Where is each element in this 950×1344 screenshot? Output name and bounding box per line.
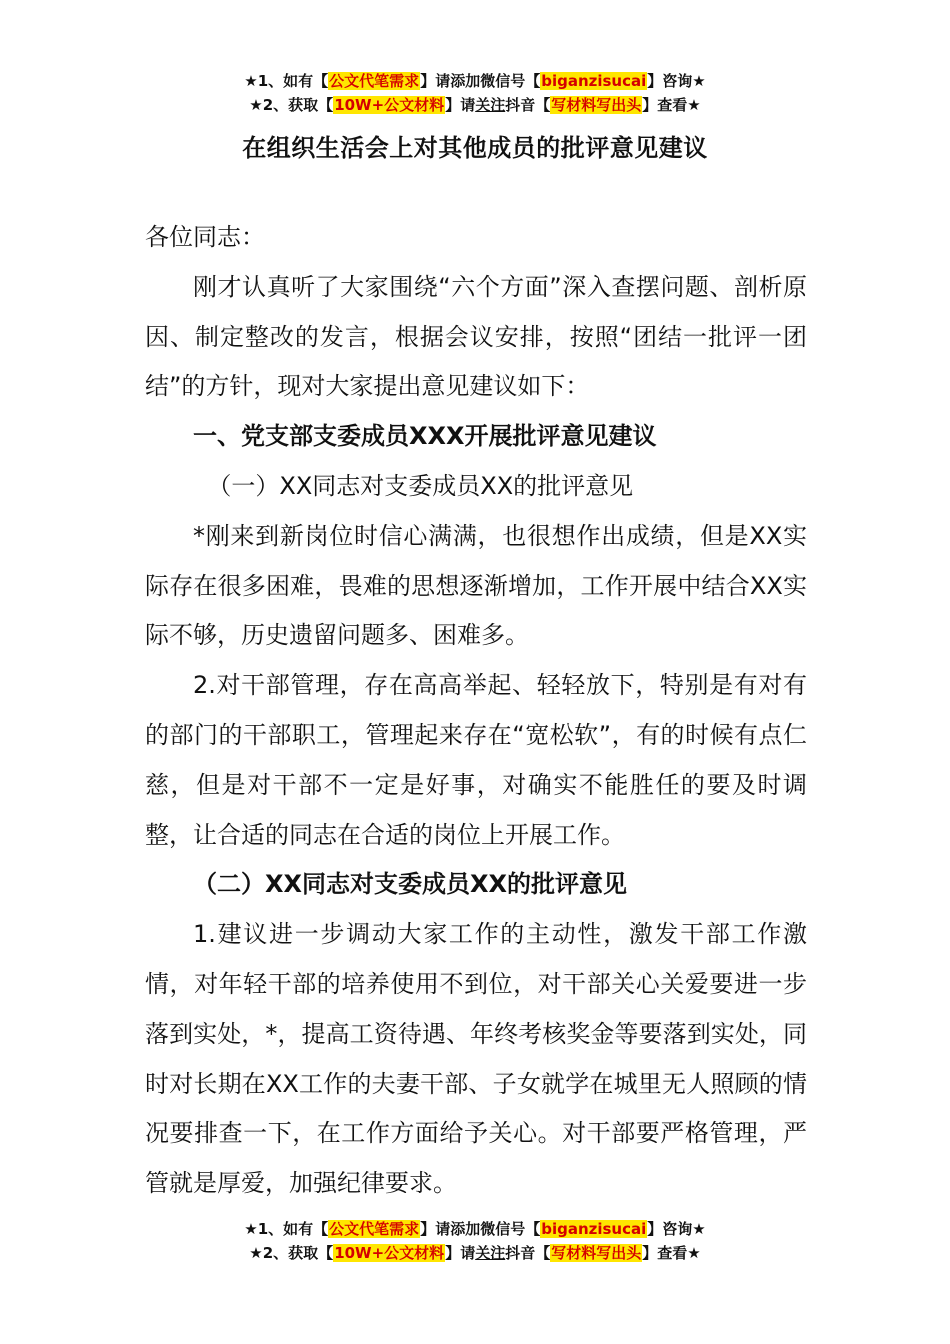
highlight-douyin-account: 写材料写出头	[551, 96, 642, 114]
promo-line-1: ★1、如有【公文代笔需求】请添加微信号【biganzisucai】咨询★	[244, 72, 706, 90]
highlight-douyin-account: 写材料写出头	[551, 1244, 642, 1262]
promo-line-2: ★2、获取【10W+公文材料】请关注抖音【写材料写出头】查看★	[249, 1244, 701, 1262]
underlined-follow: 关注	[475, 96, 506, 114]
highlight-service: 公文代笔需求	[329, 72, 420, 90]
promo-line-1: ★1、如有【公文代笔需求】请添加微信号【biganzisucai】咨询★	[244, 1220, 706, 1238]
document-title: 在组织生活会上对其他成员的批评意见建议	[242, 134, 708, 162]
promo-banner-top	[0, 70, 950, 118]
promo-banner-bottom	[0, 1218, 950, 1266]
promo-line-2: ★2、获取【10W+公文材料】请关注抖音【写材料写出头】查看★	[249, 96, 701, 114]
subsection-heading: （一）XX同志对支委成员XX的批评意见	[207, 471, 634, 500]
highlight-materials: 10W+公文材料	[334, 1244, 445, 1262]
highlight-service: 公文代笔需求	[329, 1220, 420, 1238]
paragraph: 2.对干部管理，存在高高举起、轻轻放下，特别是有对有的部门的干部职工，管理起来存在“宽松软”，有的时候有点仁慈，但是对干部不一定是好事，对确实不能胜任的要及时调整，让合适的同志在合适的岗位上开展工作。	[145, 671, 807, 849]
section-heading: 一、党支部支委成员XXX开展批评意见建议	[193, 422, 657, 451]
subsection-heading: （二）XX同志对支委成员XX的批评意见	[193, 870, 628, 899]
highlight-wechat-id: biganzisucai	[541, 1220, 647, 1238]
highlight-wechat-id: biganzisucai	[541, 72, 647, 90]
underlined-follow: 关注	[475, 1244, 506, 1262]
highlight-materials: 10W+公文材料	[334, 96, 445, 114]
salutation: 各位同志：	[145, 223, 265, 251]
intro-paragraph: 刚才认真听了大家围绕“六个方面”深入查摆问题、剖析原因、制定整改的发言，根据会议安排，按照“团结一批评一团结”的方针，现对大家提出意见建议如下：	[145, 272, 807, 401]
paragraph: *刚来到新岗位时信心满满，也很想作出成绩，但是XX实际存在很多困难，畏难的思想逐渐增加，工作开展中结合XX实际不够，历史遗留问题多、困难多。	[145, 521, 807, 650]
paragraph: 1.建议进一步调动大家工作的主动性，激发干部工作激情，对年轻干部的培养使用不到位，对干部关心关爱要进一步落到实处，*，提高工资待遇、年终考核奖金等要落到实处，同时对长期在XX工作的夫妻干部、子女就学在城里无人照顾的情况要排查一下，在工作方面给予关心。对干部要严格管理，严管就是厚爱，加强纪律要求。	[145, 920, 807, 1198]
document-body	[145, 213, 807, 1209]
